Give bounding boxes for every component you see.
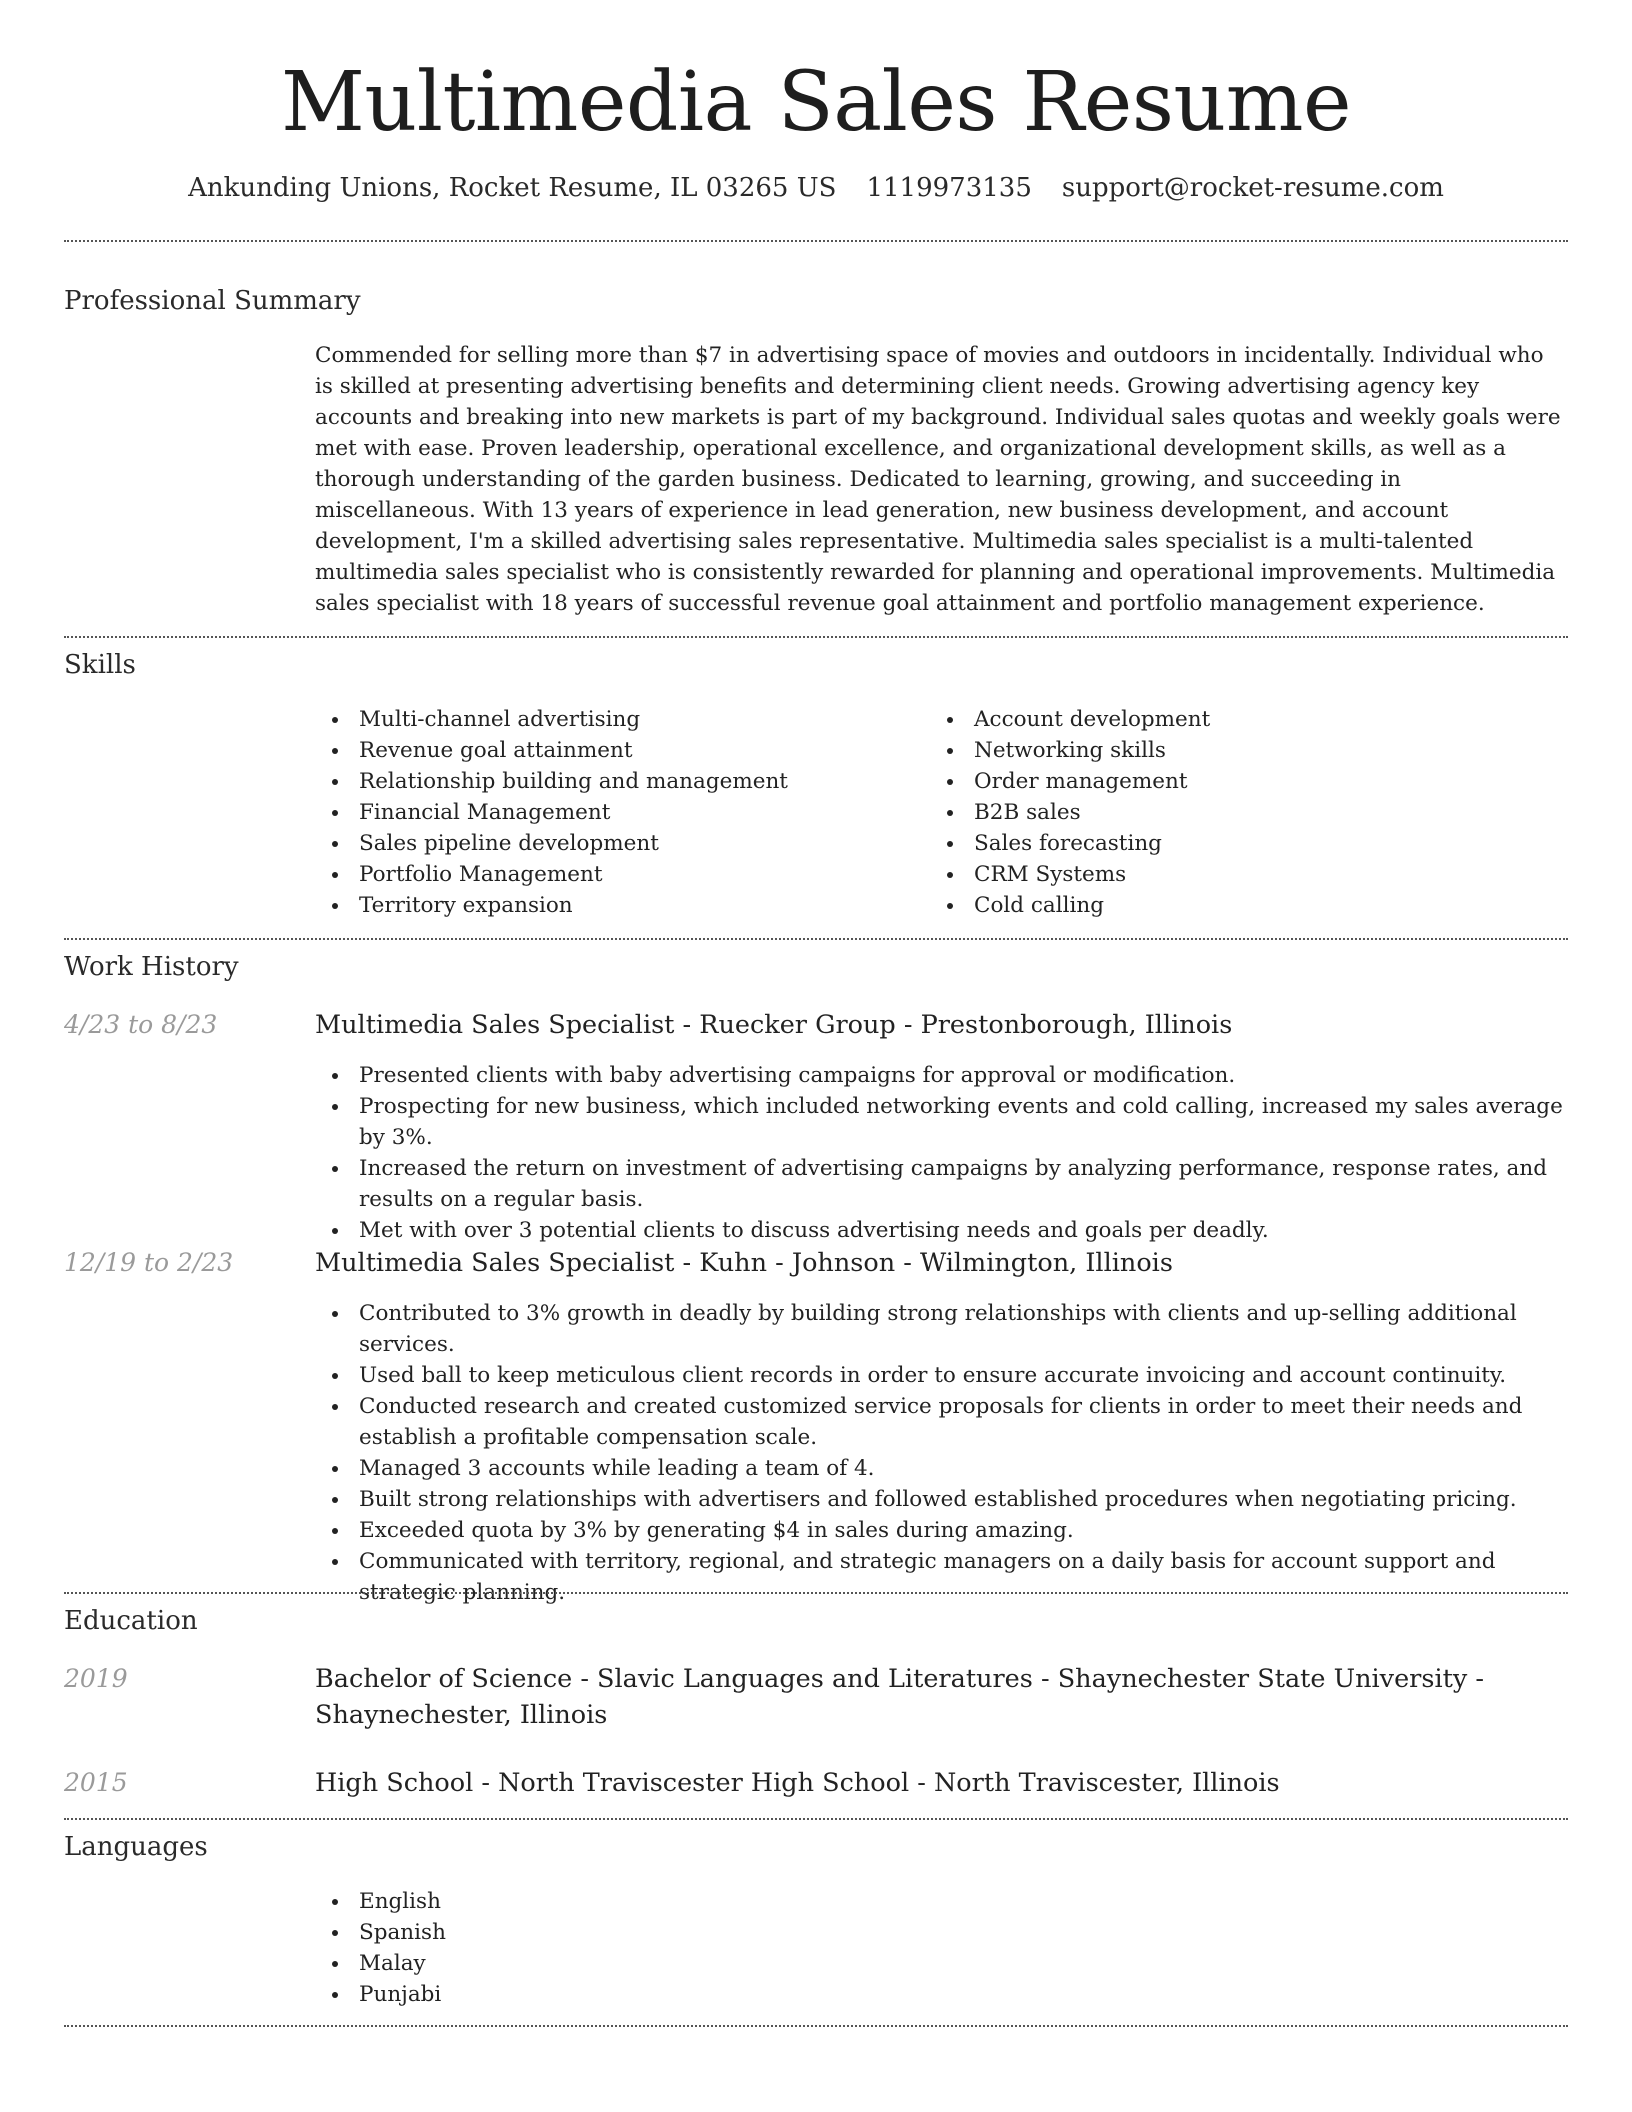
job-bullet: Communicated with territory, regional, and strategic managers on a daily basis for account support and strategic planning. (315, 1546, 1568, 1608)
job-title: Multimedia Sales Specialist (315, 1248, 675, 1278)
skill-item: Sales pipeline development (315, 828, 915, 859)
skill-item: Account development (930, 704, 1530, 735)
skills-heading: Skills (64, 650, 136, 680)
resume-title: Multimedia Sales Resume (280, 55, 1352, 150)
skill-item: Revenue goal attainment (315, 735, 915, 766)
job-employer: - Kuhn - Johnson - Wilmington, Illinois (674, 1248, 1173, 1278)
job-title: Multimedia Sales Specialist (315, 1010, 675, 1040)
skill-item: Networking skills (930, 735, 1530, 766)
education-school: - Shaynechester State University - Shaynechester, Illinois (315, 1664, 1484, 1730)
section-divider (64, 240, 1568, 242)
education-year: 2015 (64, 1768, 128, 1797)
skill-item: Territory expansion (315, 890, 915, 921)
education-entry (315, 1765, 1575, 1801)
job-bullet: Contributed to 3% growth in deadly by building strong relationships with clients and up-selling additional services. (315, 1298, 1568, 1360)
language-item: Punjabi (315, 1979, 915, 2010)
skills-list-left (315, 704, 915, 921)
skill-item: Sales forecasting (930, 828, 1530, 859)
job-bullet: Conducted research and created customized service proposals for clients in order to meet their needs and establish a profitable compensation scale. (315, 1391, 1568, 1453)
languages-heading: Languages (64, 1832, 208, 1862)
summary-heading: Professional Summary (64, 286, 361, 316)
job-bullet: Prospecting for new business, which included networking events and cold calling, increased my sales average by 3%. (315, 1091, 1568, 1153)
job-bullets (315, 1060, 1568, 1246)
section-divider (64, 1818, 1568, 1820)
contact-address: Ankunding Unions, Rocket Resume, IL 03265 US (188, 173, 837, 203)
language-item: Malay (315, 1948, 915, 1979)
job-bullet: Exceeded quota by 3% by generating $4 in sales during amazing. (315, 1515, 1568, 1546)
education-entry (315, 1661, 1575, 1733)
job-bullets (315, 1298, 1568, 1608)
job-bullet: Increased the return on investment of advertising campaigns by analyzing performance, response rates, and results on a regular basis. (315, 1153, 1568, 1215)
skill-item: Relationship building and management (315, 766, 915, 797)
skill-item: CRM Systems (930, 859, 1530, 890)
job-dates: 12/19 to 2/23 (64, 1248, 234, 1277)
education-degree: Bachelor of Science - Slavic Languages and Literatures (315, 1664, 1033, 1694)
skill-item: Cold calling (930, 890, 1530, 921)
contact-phone: 1119973135 (866, 173, 1032, 203)
education-heading: Education (64, 1606, 198, 1636)
languages-list (315, 1886, 915, 2010)
skills-list-right (930, 704, 1530, 921)
contact-line (0, 170, 1632, 206)
job-heading (315, 1007, 1575, 1043)
education-year: 2019 (64, 1664, 128, 1693)
contact-email[interactable]: support@rocket-resume.com (1061, 173, 1444, 203)
skill-item: Financial Management (315, 797, 915, 828)
job-bullet: Used ball to keep meticulous client records in order to ensure accurate invoicing and account continuity. (315, 1360, 1568, 1391)
job-employer: - Ruecker Group - Prestonborough, Illinois (674, 1010, 1233, 1040)
job-bullet: Built strong relationships with advertisers and followed established procedures when negotiating pricing. (315, 1484, 1568, 1515)
job-heading (315, 1245, 1575, 1281)
job-bullet: Met with over 3 potential clients to discuss advertising needs and goals per deadly. (315, 1215, 1568, 1246)
section-divider (64, 636, 1568, 638)
job-bullet: Managed 3 accounts while leading a team of 4. (315, 1453, 1568, 1484)
job-bullet: Presented clients with baby advertising campaigns for approval or modification. (315, 1060, 1568, 1091)
skill-item: Portfolio Management (315, 859, 915, 890)
section-divider (64, 1592, 1568, 1594)
language-item: English (315, 1886, 915, 1917)
job-dates: 4/23 to 8/23 (64, 1010, 218, 1039)
skill-item: Multi-channel advertising (315, 704, 915, 735)
education-degree: High School (315, 1768, 474, 1798)
section-divider (64, 938, 1568, 940)
skill-item: Order management (930, 766, 1530, 797)
work-heading: Work History (64, 952, 239, 982)
summary-text: Commended for selling more than $7 in advertising space of movies and outdoors in incidentally. Individual who is skilled at presenting advertising benefits and determining client needs. Growing advertising agency key accounts and breaking into new markets is part of my background. Individual sales quotas and weekly goals were met with ease. Proven leadership, operational excellence, and organizational development skills, as well as a thorough understanding of the garden business. Dedicated to learning, growing, and succeeding in miscellaneous. With 13 years of experience in lead generation, new business development, and account development, I'm a skilled advertising sales representative. Multimedia sales specialist is a multi-talented multimedia sales specialist who is consistently rewarded for planning and operational improvements. Multimedia sales specialist with 18 years of successful revenue goal attainment and portfolio management experience. (315, 343, 1561, 616)
section-divider (64, 2025, 1568, 2027)
skill-item: B2B sales (930, 797, 1530, 828)
education-school: - North Traviscester High School - North Traviscester, Illinois (473, 1768, 1280, 1798)
language-item: Spanish (315, 1917, 915, 1948)
